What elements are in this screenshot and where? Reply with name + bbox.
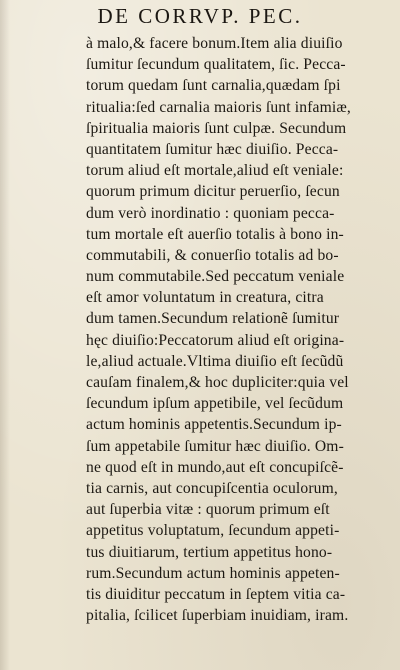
text-line: ſumitur ſecundum qualitatem, ſic. Pecca- [86, 56, 346, 74]
body-text [86, 33, 390, 626]
text-line: dum tamen.Secundum relationẽ ſumitur [86, 310, 340, 328]
text-line: ne quod eſt in mundo,aut eſt concupiſcẽ- [86, 458, 344, 476]
text-line: rum.Secundum actum hominis appeten- [86, 564, 340, 582]
text-line: torum aliud eſt mortale,aliud eſt veniale: [86, 162, 344, 180]
text-line: pitalia, ſcilicet ſuperbiam inuidiam, iram. [86, 607, 349, 625]
text-line: tum mortale eſt auerſio totalis à bono in- [86, 225, 344, 243]
text-line: tia carnis, aut concupiſcentia oculorum, [86, 479, 338, 497]
text-line: tus diuitiarum, tertium appetitus hono- [86, 543, 333, 561]
text-line: eſt amor voluntatum in creatura, citra [86, 289, 324, 307]
text-line: dum verò inordinatio : quoniam pecca- [86, 204, 335, 222]
text-line: ſecundum ipſum appetibile, vel ſecũdum [86, 395, 344, 413]
text-line: torum quedam ſunt carnalia,quædam ſpi [86, 77, 341, 95]
text-line: commutabili, & conuerſio totalis ad bo- [86, 246, 339, 264]
text-line: ritualia:ſed carnalia maioris ſunt infamiæ, [86, 98, 351, 116]
page-gutter-shadow [0, 0, 10, 670]
text-line: appetitus voluptatum, ſecundum appeti- [86, 522, 340, 540]
text-line: tis diuiditur peccatum in ſeptem vitia ca- [86, 585, 346, 603]
text-line: hęc diuiſio:Peccatorum aliud eſt origina- [86, 331, 345, 349]
running-head: DE CORRVP. PEC. [97, 4, 303, 28]
text-line: ſum appetabile ſumitur hæc diuiſio. Om- [86, 437, 344, 455]
text-line: ſpiritualia maioris ſunt culpæ. Secundum [86, 119, 347, 137]
text-line: aut ſuperbia vitæ : quorum primum eſt [86, 501, 330, 519]
text-line: quorum primum dicitur peruerſio, ſecun [86, 183, 340, 201]
text-line: le,aliud actuale.Vltima diuiſio eſt ſecũdũ [86, 352, 344, 370]
text-line: num commutabile.Sed peccatum veniale [86, 268, 345, 286]
text-line: actum hominis appetentis.Secundum ip- [86, 416, 342, 434]
text-line: cauſam finalem,& hoc dupliciter:quia vel [86, 374, 349, 391]
text-line: à malo,& facere bonum.Item alia diuiſio [86, 35, 343, 52]
text-line: quantitatem ſumitur hæc diuiſio. Pecca- [86, 140, 339, 158]
